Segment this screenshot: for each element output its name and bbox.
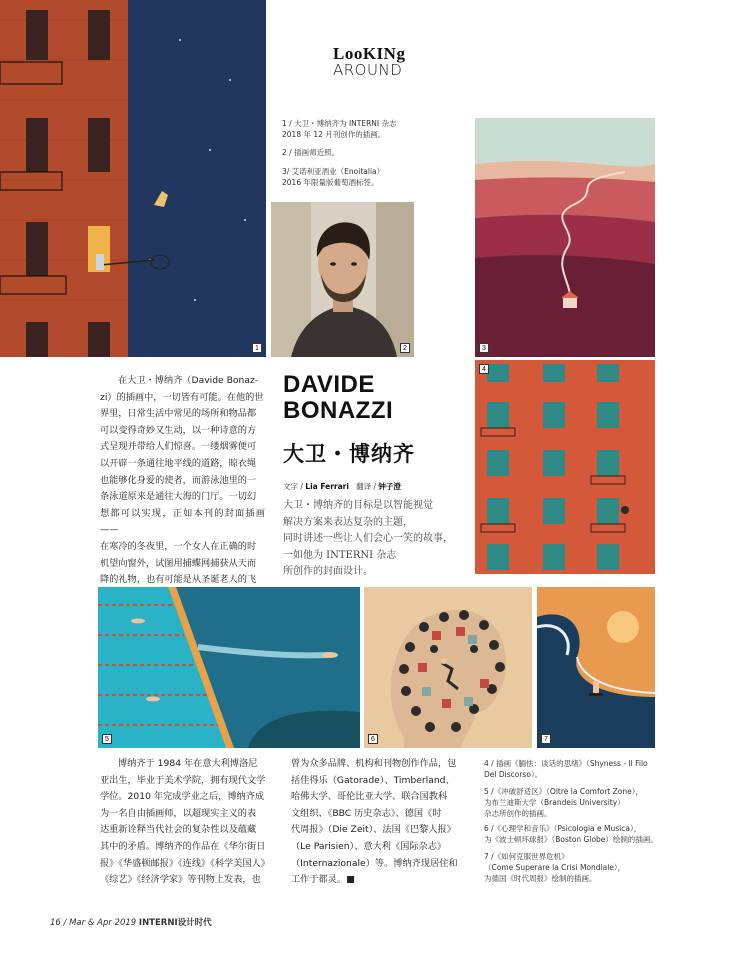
body-line: 机望向窗外，试图用捕蝶网捕获从天而 (100, 557, 257, 569)
standfirst-line: 大卫・博纳齐的目标是以智能视觉 (283, 500, 433, 511)
credit-text-label: 文字 / (283, 482, 306, 491)
image-number-6: 6 (368, 734, 378, 744)
article-standfirst (283, 498, 473, 581)
caption-7-line1: 7 /《如何克服世界危机》 (484, 852, 569, 861)
portrait-photo (271, 202, 414, 357)
illustration-smoke-road (475, 118, 655, 357)
caption-4 (484, 758, 674, 780)
illustration-teal-shutters (475, 360, 655, 574)
magazine-section-logo (333, 46, 405, 78)
article-title (283, 372, 393, 424)
body-line: 文组织、《BBC 历史杂志》、德国《时 (291, 807, 442, 819)
illustration-pool-lanes (98, 587, 360, 748)
credits (283, 481, 401, 492)
body-line: 曾为众多品牌、机构和刊物创作作品，包 (291, 758, 457, 769)
credit-translate-label: 翻译 / (356, 482, 379, 491)
body-line: 降的礼物，也有可能是从圣诞老人的飞 (100, 574, 257, 586)
body-line: 可以变得奇妙又生动，以一种诗意的方 (100, 424, 257, 436)
caption-7-line2: （Come Superare la Crisi Mondiale）， (484, 863, 626, 872)
body-line: 在大卫・博纳齐（Davide Bonaz- (118, 375, 259, 386)
body-line: 括佳得乐（Gatorade）、Timberland、 (291, 774, 455, 786)
body-line: 《综艺》《经济学家》等刊物上发表，也 (100, 874, 261, 886)
caption-5 (484, 786, 674, 819)
title-line2: BONAZZI (283, 397, 394, 424)
caption-4-line2: Del Discorso）。 (484, 770, 543, 779)
body-line: （Le Parisien）、意大利《国际杂志》 (291, 840, 447, 852)
body-line: 达重新诠释当代社会的复杂性以及蕴藏 (100, 824, 257, 836)
caption-7-line3: 为德国《时代周报》绘制的插画。 (484, 874, 597, 883)
caption-5-line2: 为布兰迪斯大学（Brandeis University） (484, 798, 625, 807)
image-number-3: 3 (479, 343, 489, 353)
article-body-col1 (100, 756, 272, 889)
caption-5-line3: 杂志所创作的插画。 (484, 809, 552, 818)
caption-3 (282, 166, 452, 188)
image-number-7: 7 (541, 734, 551, 744)
body-line: 在寒冷的冬夜里，一个女人在正确的时 (100, 540, 257, 552)
body-line: 条泳道原来是通往大海的门厅。一切幻 (100, 491, 257, 503)
body-line: 学位。2010 年完成学业之后，博纳齐成 (100, 791, 265, 803)
body-line: 博纳齐于 1984 年在意大利博洛尼 (118, 758, 258, 769)
title-line1: DAVIDE (283, 371, 375, 398)
body-line: 想都可以实现，正如本刊的封面插画—— (100, 507, 265, 536)
illustration-wave (537, 587, 655, 748)
body-line: 哈佛大学、哥伦比亚大学、联合国教科 (291, 791, 448, 803)
body-line: 以开辟一条通往地平线的道路，晾衣绳 (100, 457, 257, 469)
caption-7 (484, 851, 674, 884)
body-line: 代周报》（Die Zeit）、法国《巴黎人报》 (291, 824, 456, 836)
article-body-intro (100, 373, 265, 605)
page-footer (50, 916, 212, 928)
caption-1 (282, 118, 452, 140)
standfirst-line: 解决方案来表达复杂的主题， (283, 516, 413, 528)
caption-3-line1: 3/ 艾诺利亚酒业（Enoitalia） (282, 167, 385, 176)
credit-author: Lia Ferrari (305, 482, 349, 491)
caption-3-line2: 2016 年限量版葡萄酒标签。 (282, 178, 379, 187)
caption-2-line1: 2 / 插画师近照。 (282, 148, 340, 157)
caption-4-line1: 4 / 插画《腼怯：谈话的思绪》（Shyness - Il Filo (484, 759, 648, 768)
body-line: 工作于都灵。■ (291, 874, 355, 886)
caption-6-line1: 6 /《心理学和音乐》（Psicologia e Musica）， (484, 824, 642, 833)
body-line: 式呈现并带给人们惊喜。一缕烟雾便可 (100, 441, 257, 453)
body-line: 报》《华盛顿邮报》《连线》《科学美国人》 (100, 857, 270, 869)
illustration-records-head (364, 587, 532, 748)
illustration-night-window (0, 0, 266, 357)
body-line: （Internazionale）等。博纳齐现居住和 (291, 857, 458, 869)
body-line: 也能够化身爱的使者，而游泳池里的一 (100, 474, 257, 486)
body-line: 其中的矛盾。博纳齐的作品在《华尔街日 (100, 840, 266, 852)
standfirst-line: 所创作的封面设计。 (283, 566, 373, 577)
logo-line1: LooKINg (333, 44, 406, 63)
credit-translator: 钟子澄 (378, 482, 401, 491)
image-number-4: 4 (479, 364, 489, 374)
standfirst-line: 一如他为 INTERNI 杂志 (283, 549, 397, 561)
logo-line2: AROUND (333, 61, 403, 79)
title-chinese: 大卫・博纳齐 (283, 442, 415, 466)
caption-1-line2: 2018 年 12 月刊创作的插画。 (282, 130, 386, 139)
caption-6 (484, 823, 674, 845)
image-number-2: 2 (400, 343, 410, 353)
footer-brand: INTERNI设计时代 (138, 918, 212, 928)
body-line: 界里，日常生活中常见的场所和物品都 (100, 408, 257, 420)
image-number-1: 1 (252, 343, 262, 353)
body-line: zi）的插画中，一切皆有可能。在他的世 (100, 391, 264, 403)
body-line: 为一名自由插画师，以超现实主义的表 (100, 807, 257, 819)
body-line: 亚出生，毕业于美术学院，拥有现代文学 (100, 774, 266, 786)
footer-page: 16 / Mar & Apr 2019 (50, 918, 139, 928)
caption-1-line1: 1 / 大卫・博纳齐为 INTERNI 杂志 (282, 119, 397, 128)
caption-5-line1: 5 /《冲破舒适区》（Oltre la Comfort Zone）， (484, 787, 643, 796)
caption-2 (282, 147, 452, 158)
caption-6-line2: 为《波士顿环球报》（Boston Globe）绘制的插画。 (484, 835, 658, 844)
image-number-5: 5 (102, 734, 112, 744)
standfirst-line: 同时讲述一些让人们会心一笑的故事， (283, 533, 453, 544)
article-body-col2 (291, 756, 463, 889)
